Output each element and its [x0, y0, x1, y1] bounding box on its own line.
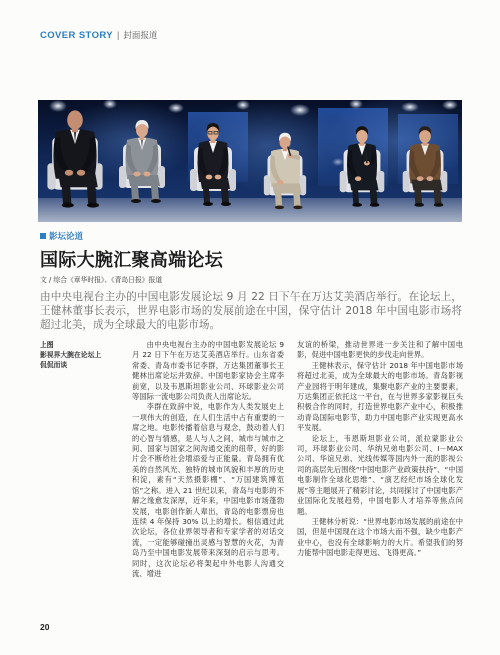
category-text: 影坛论道 [49, 232, 84, 242]
section-label-cn: 封面报道 [123, 31, 158, 41]
section-separator: | [117, 30, 120, 40]
cover-photo [38, 100, 462, 222]
body-paragraph: 论坛上，韦恩斯坦影业公司，派拉蒙影业公司，环球影业公司、华纳兄弟电影公司、I－MAX 公司、华谊兄弟、光线传媒等国内外一流的影视公司的高层先后围绕“中国电影产业政策扶持”、“中国电影制作全球化思维”、“演艺经纪市场全球化发展”等主题展开了精彩讨论，共同探讨了中国电影产业国际化发展趋势，中国电影人才培养等焦点问题。 [297, 433, 463, 516]
category-square-icon [40, 233, 46, 239]
article-byline: 文 / 综合《章华时报》、《青岛日报》报道 [40, 276, 163, 284]
body-paragraph: 友谊的桥梁，推动世界进一步关注和了解中国电影，促进中国电影更快的步伐走向世界。 [297, 340, 463, 360]
photo-caption [40, 340, 104, 370]
caption-label: 上图 [40, 341, 54, 349]
body-paragraph: 王健林分析说：“世界电影市场发展的前途在中国，但是中国现在这个市场大而不强，缺少电影产业中心，也没有全球影响力的大片。希望我们的努力能帮中国电影走得更远、飞得更高。” [297, 516, 463, 558]
stage-glow [58, 100, 462, 190]
body-column-right [297, 340, 463, 559]
page-number: 20 [40, 622, 50, 632]
body-paragraph: 王健林表示，保守估计 2018 年中国电影市场将超过北美，成为全球最大的电影市场。青岛影视产业园将于明年建成，集聚电影产业的主要要素，万达集团正依托这一平台，在与世界多家影视巨头积极合作的同时，打造世界电影产业中心，积极推动青岛国际电影节，助力中国电影产业实现更高水平发展。 [297, 360, 463, 433]
section-label-en: COVER STORY [40, 30, 114, 41]
category-label [40, 230, 83, 242]
stage-floor [38, 198, 462, 222]
article-title: 国际大腕汇聚高端论坛 [40, 250, 223, 271]
section-header [40, 29, 157, 41]
body-paragraph: 由中央电视台主办的中国电影发展论坛 9 月 22 日下午在万达艾美酒店举行。山东省委常委、青岛市委书记李群，万达集团董事长王健林出席论坛并致辞。中国电影家协会主席李前宽，以及韦恩斯坦影业公司、环球影业公司等国际一流电影公司负责人出席论坛。 [132, 340, 284, 402]
body-paragraph: 李群在致辞中说，电影作为人类发展史上一项伟大的创造，在人们生活中占有重要的一席之地。电影传播着信息与观念，鼓动着人们的心智与情感，是人与人之间、城市与城市之间、国家与国家之间沟通交流的纽带，好的影片会不断给社会增添爱与正能量。青岛拥有优美的自然风光、独特的城市风貌和丰厚的历史积淀，素有“天然摄影棚”、“万国建筑博览馆”之称。进入 21 世纪以来，青岛与电影的不解之缘愈发深厚，近年来，中国电影市场蓬勃发展，电影创作新人辈出，青岛的电影票房也连续 4 年保持 30% 以上的增长。相信通过此次论坛，各位业界领导者和专家学者的对话交流，一定能够碰撞出灵感与智慧的火花，为青岛乃至中国电影发展带来深刻的启示与思考。同时，这次论坛必将架起中外电影人沟通交流、增进 [132, 402, 284, 578]
article-lead: 由中央电视台主办的中国电影发展论坛 9 月 22 日下午在万达艾美酒店举行。在论坛上，王健林董事长表示，世界电影市场的发展前途在中国，保守估计 2018 年中国电影市场将超过北美，成为全球最大的电影市场。 [40, 291, 462, 331]
body-column-middle [132, 340, 284, 579]
caption-text: 影视界大腕在论坛上侃侃而谈 [40, 351, 102, 369]
